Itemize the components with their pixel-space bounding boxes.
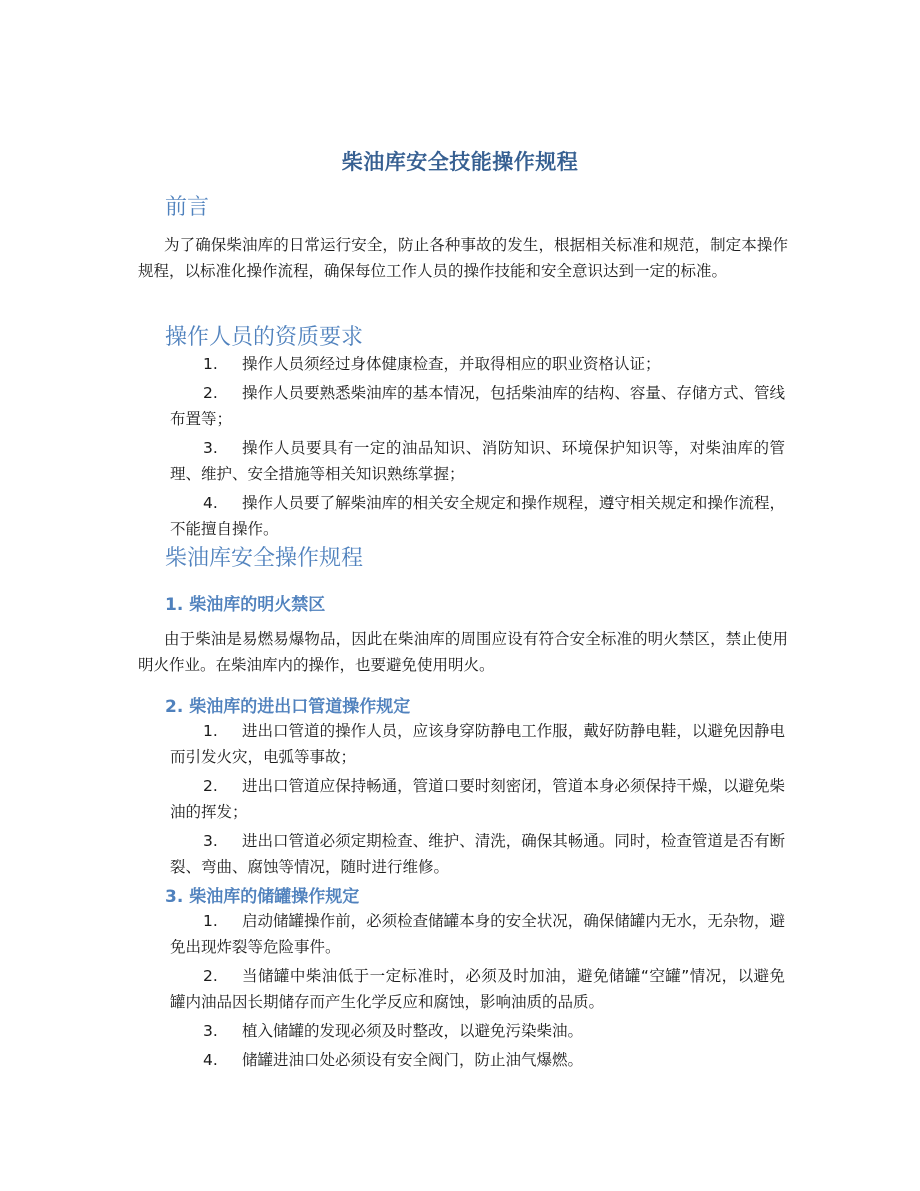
qualifications-heading: 操作人员的资质要求 — [165, 325, 364, 350]
list-item — [170, 1047, 785, 1073]
list-item-number: 2. — [203, 967, 218, 985]
list-item-number: 4. — [203, 1051, 218, 1069]
list-item-text: 当储罐中柴油低于一定标准时，必须及时加油，避免储罐“空罐”情况，以避免罐内油品因长期储存而产生化学反应和腐蚀，影响油质的品质。 — [170, 967, 785, 1011]
list-item-text: 操作人员要了解柴油库的相关安全规定和操作规程，遵守相关规定和操作流程，不能擅自操作。 — [170, 494, 785, 538]
list-item — [170, 380, 785, 432]
list-item-number: 3. — [203, 832, 218, 850]
preface-heading: 前言 — [165, 195, 210, 220]
list-item-text: 启动储罐操作前，必须检查储罐本身的安全状况，确保储罐内无水，无杂物，避免出现炸裂等危险事件。 — [170, 912, 785, 956]
list-item — [170, 773, 785, 825]
list-item-number: 4. — [203, 494, 218, 512]
list-item-text: 储罐进油口处必须设有安全阀门，防止油气爆燃。 — [242, 1051, 584, 1069]
list-item — [170, 490, 785, 542]
preface-paragraph: 为了确保柴油库的日常运行安全，防止各种事故的发生，根据相关标准和规范，制定本操作规程，以标准化操作流程，确保每位工作人员的操作技能和安全意识达到一定的标准。 — [138, 236, 788, 280]
safety-heading: 柴油库安全操作规程 — [165, 546, 364, 571]
list-item-text: 操作人员要具有一定的油品知识、消防知识、环境保护知识等，对柴油库的管理、维护、安全措施等相关知识熟练掌握； — [170, 439, 785, 483]
pipeline-heading: 2. 柴油库的进出口管道操作规定 — [165, 697, 411, 717]
list-item-text: 操作人员须经过身体健康检查，并取得相应的职业资格认证； — [242, 355, 661, 373]
list-item — [170, 351, 785, 377]
list-item-number: 1. — [203, 912, 218, 930]
list-item-number: 2. — [203, 384, 218, 402]
list-item — [170, 908, 785, 960]
fire-zone-paragraph: 由于柴油是易燃易爆物品，因此在柴油库的周围应设有符合安全标准的明火禁区，禁止使用明火作业。在柴油库内的操作，也要避免使用明火。 — [138, 630, 788, 674]
tanks-heading: 3. 柴油库的储罐操作规定 — [165, 887, 360, 907]
list-item — [170, 435, 785, 487]
list-item-number: 2. — [203, 777, 218, 795]
pipeline-list — [170, 718, 785, 883]
document-title: 柴油库安全技能操作规程 — [341, 150, 579, 174]
list-item-number: 1. — [203, 722, 218, 740]
list-item-text: 进出口管道的操作人员，应该身穿防静电工作服，戴好防静电鞋，以避免因静电而引发火灾，电弧等事故； — [170, 722, 785, 766]
list-item — [170, 718, 785, 770]
list-item — [170, 828, 785, 880]
list-item-text: 进出口管道必须定期检查、维护、清洗，确保其畅通。同时，检查管道是否有断裂、弯曲、腐蚀等情况，随时进行维修。 — [170, 832, 785, 876]
list-item — [170, 1018, 785, 1044]
list-item-text: 植入储罐的发现必须及时整改，以避免污染柴油。 — [242, 1022, 584, 1040]
list-item-number: 3. — [203, 439, 218, 457]
list-item-number: 3. — [203, 1022, 218, 1040]
tanks-list — [170, 908, 785, 1076]
list-item-text: 操作人员要熟悉柴油库的基本情况，包括柴油库的结构、容量、存储方式、管线布置等； — [170, 384, 785, 428]
list-item-number: 1. — [203, 355, 218, 373]
qualifications-list — [170, 351, 785, 545]
list-item — [170, 963, 785, 1015]
list-item-text: 进出口管道应保持畅通，管道口要时刻密闭，管道本身必须保持干燥，以避免柴油的挥发； — [170, 777, 785, 821]
fire-zone-heading: 1. 柴油库的明火禁区 — [165, 595, 326, 615]
